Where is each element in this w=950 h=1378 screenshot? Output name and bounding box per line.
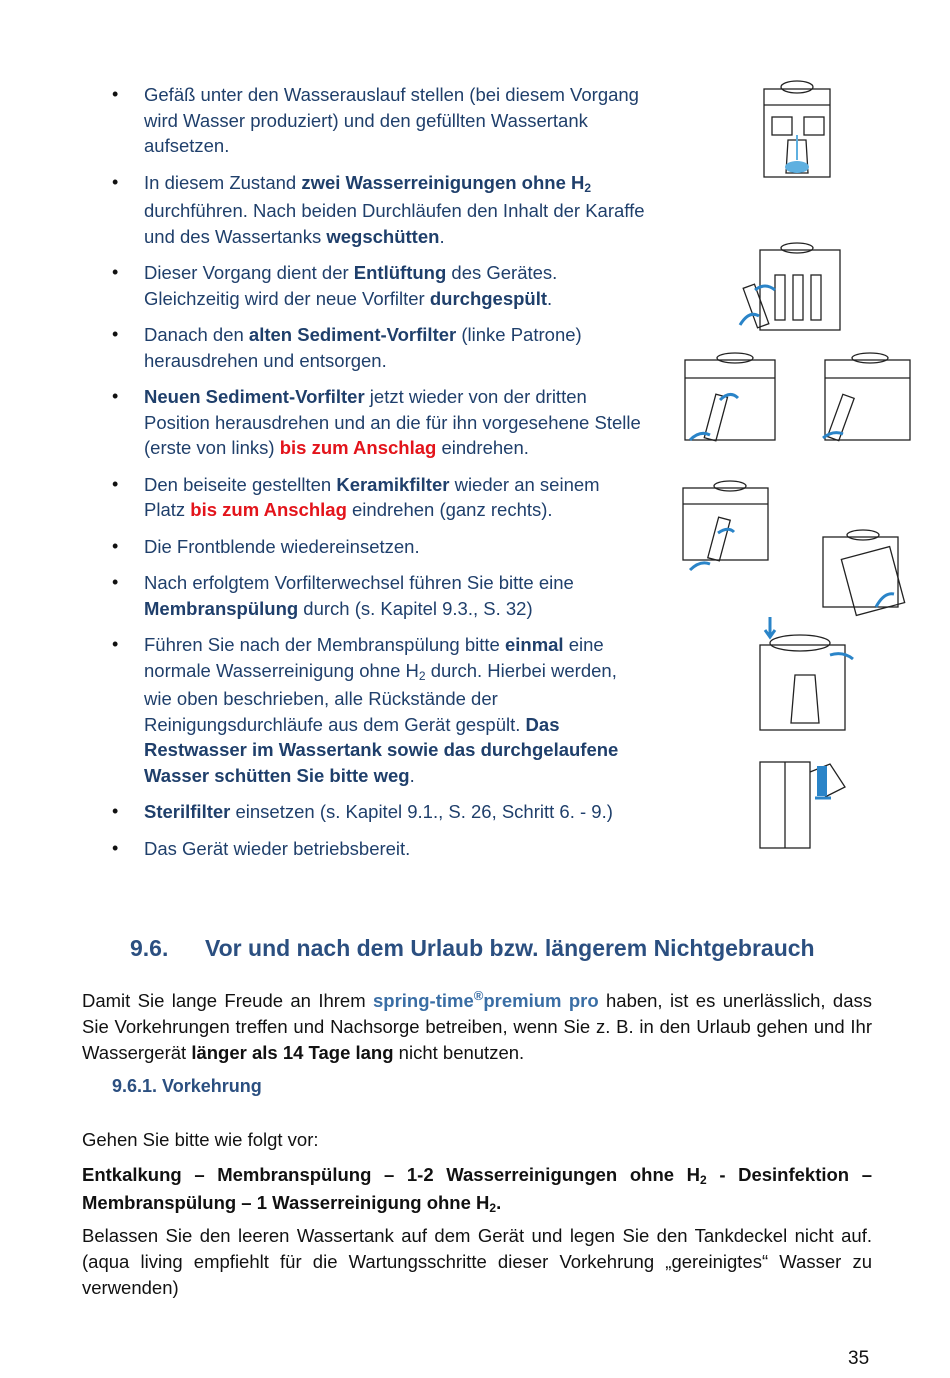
closing-paragraph: Belassen Sie den leeren Wassertank auf dem Gerät und legen Sie den Tankdeckel nicht auf. (aqua living empfiehlt für die Wartungsschritte dieser Vorkehrung „gereinigtes“ Wasser zu verwenden) — [82, 1225, 872, 1298]
section-heading: 9.6. Vor und nach dem Urlaub bzw. längerem Nichtgebrauch — [130, 935, 815, 961]
step-1: • Gefäß unter den Wasserauslauf stellen (bei diesem Vorgang wird Wasser produziert) und den gefüllten Wassertank aufsetzen. — [110, 82, 645, 159]
step-11: • Das Gerät wieder betriebsbereit. — [110, 836, 645, 862]
step-9: • Führen Sie nach der Membranspülung bitte einmal eine normale Wasserreinigung ohne $H_2$ durch. Hierbei werden, wie oben beschrieben, alle Rückstände der Reinigungsdurchläufe aus dem Gerät gespült. Das Restwasser im Wassertank sowie das durchgelaufene Wasser schütten Sie bitte weg. — [110, 632, 645, 788]
step-3: • Dieser Vorgang dient der Entlüftung des Gerätes. Gleichzeitig wird der neue Vorfilter durchgespült. — [110, 260, 645, 311]
step-4: • Danach den alten Sediment-Vorfilter (linke Patrone) herausdrehen und entsorgen. — [110, 322, 645, 373]
step-5: • Neuen Sediment-Vorfilter jetzt wieder von der dritten Position herausdrehen und an die für ihn vorgesehene Stelle (erste von links) bis zum Anschlag eindrehen. — [110, 384, 645, 461]
illustration-membrane-rinse — [755, 615, 860, 735]
instruction-text: Gehen Sie bitte wie folgt vor: — [82, 1129, 319, 1150]
maintenance-sequence: Entkalkung – Membranspülung – 1-2 Wasserreinigungen ohne $H_2$ - Desinfektion – Membranspülung – 1 Wasserreinigung ohne $H_2$. — [82, 1164, 873, 1215]
illustration-filter-insert-right — [815, 350, 915, 450]
illustration-front-panel — [818, 522, 918, 617]
step-8: • Nach erfolgtem Vorfilterwechsel führen Sie bitte eine Membranspülung durch (s. Kapitel 9.3., S. 32) — [110, 570, 645, 621]
intro-paragraph: Damit Sie lange Freude an Ihrem spring-time®premium pro haben, ist es unerlässlich, dass Sie Vorkehrungen treffen und Nachsorge betreiben, wenn Sie z. B. in den Urlaub gehen und Ihr Wassergerät länger als 14 Tage lang nicht benutzen. — [82, 988, 872, 1064]
steps-list — [110, 82, 645, 872]
illustration-ceramic-filter — [678, 478, 773, 578]
illustration-sterile-filter — [755, 752, 850, 852]
step-6: • Den beiseite gestellten Keramikfilter wieder an seinem Platz bis zum Anschlag eindrehen (ganz rechts). — [110, 472, 645, 523]
page-number: 35 — [848, 1348, 870, 1369]
step-7: • Die Frontblende wiedereinsetzen. — [110, 534, 645, 560]
illustration-carafe-tank — [760, 75, 835, 185]
illustration-filter-insert-left — [680, 350, 785, 450]
step-10: • Sterilfilter einsetzen (s. Kapitel 9.1., S. 26, Schritt 6. - 9.) — [110, 799, 645, 825]
step-2: • In diesem Zustand zwei Wasserreinigungen ohne $H_2$ durchführen. Nach beiden Durchläufen den Inhalt der Karaffe und des Wassertanks wegschütten. — [110, 170, 645, 250]
subsection-heading: 9.6.1. Vorkehrung — [112, 1076, 262, 1096]
illustration-filter-remove-1 — [735, 240, 845, 335]
